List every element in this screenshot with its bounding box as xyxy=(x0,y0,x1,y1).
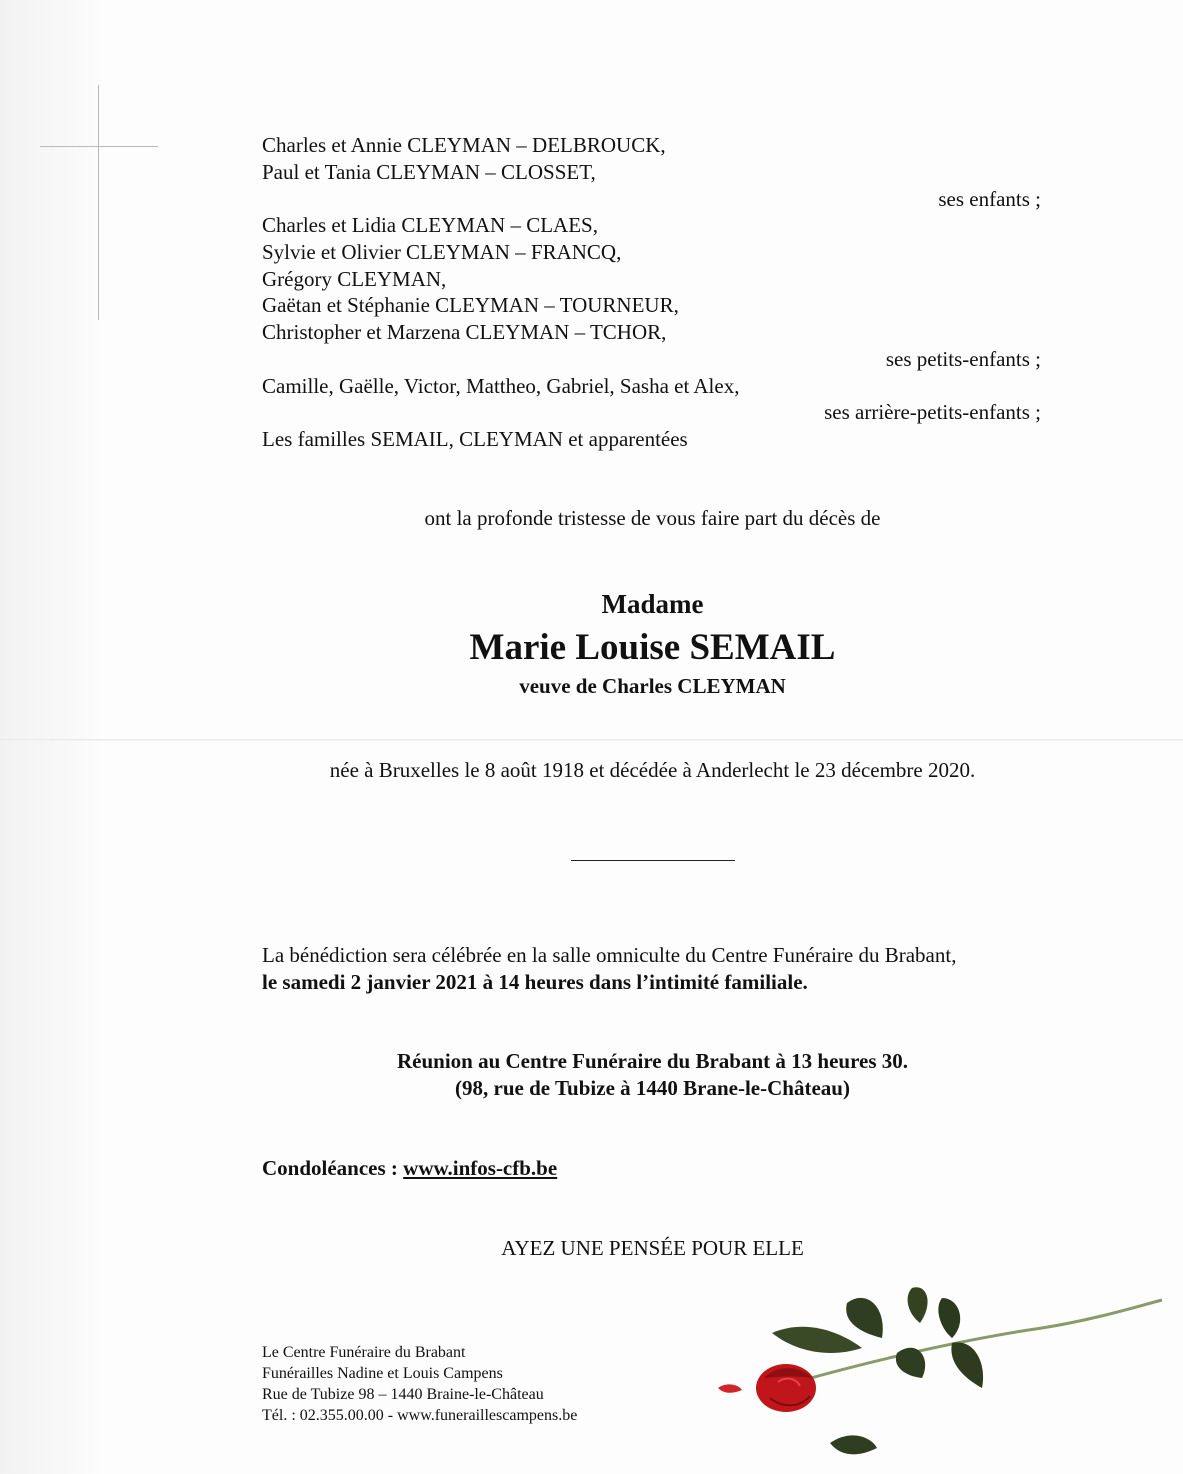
children-label: ses enfants ; xyxy=(938,187,1041,211)
grandchildren-label: ses petits-enfants ; xyxy=(885,347,1041,371)
funeral-home-line-1: Le Centre Funéraire du Brabant xyxy=(262,1344,466,1361)
deceased-title: Madame xyxy=(601,589,704,619)
grandchild-line-4: Gaëtan et Stéphanie CLEYMAN – TOURNEUR, xyxy=(262,293,679,317)
grandchild-line-3: Grégory CLEYMAN, xyxy=(262,267,447,291)
condolences-link[interactable]: www.infos-cfb.be xyxy=(403,1156,558,1180)
condolences-label: Condoléances : xyxy=(262,1156,398,1180)
rose-icon xyxy=(712,1278,1172,1468)
ceremony-line-1: La bénédiction sera célébrée en la salle omniculte du Centre Funéraire du Brabant, xyxy=(262,943,957,967)
fold-line xyxy=(0,739,1183,741)
meeting-line-1: Réunion au Centre Funéraire du Brabant à 13 heures 30. xyxy=(396,1049,909,1073)
closing-text: AYEZ UNE PENSÉE POUR ELLE xyxy=(501,1236,804,1260)
great-grandchildren-line: Camille, Gaëlle, Victor, Mattheo, Gabriel, Sasha et Alex, xyxy=(262,374,740,398)
cross-icon-vertical xyxy=(98,85,99,320)
child-line-2: Paul et Tania CLEYMAN – CLOSSET, xyxy=(262,160,596,184)
condolences xyxy=(262,1155,557,1181)
great-grandchildren-label: ses arrière-petits-enfants ; xyxy=(824,400,1041,424)
cross-icon-horizontal xyxy=(40,146,158,147)
families-line: Les familles SEMAIL, CLEYMAN et apparentées xyxy=(262,427,688,451)
meeting-line-2: (98, rue de Tubize à 1440 Brane-le-Château) xyxy=(455,1076,850,1100)
funeral-home-line-4: Tél. : 02.355.00.00 - www.funeraillescampens.be xyxy=(262,1407,578,1424)
separator-rule xyxy=(571,860,735,861)
funeral-home-line-3: Rue de Tubize 98 – 1440 Braine-le-Château xyxy=(262,1386,544,1403)
funeral-home-line-2: Funérailles Nadine et Louis Campens xyxy=(262,1365,503,1382)
grandchild-line-2: Sylvie et Olivier CLEYMAN – FRANCQ, xyxy=(262,240,622,264)
child-line-1: Charles et Annie CLEYMAN – DELBROUCK, xyxy=(262,133,666,157)
grandchild-line-5: Christopher et Marzena CLEYMAN – TCHOR, xyxy=(262,320,667,344)
deceased-widow-of: veuve de Charles CLEYMAN xyxy=(519,674,786,698)
birth-death-dates: née à Bruxelles le 8 août 1918 et décédée à Anderlecht le 23 décembre 2020. xyxy=(329,758,976,782)
grandchild-line-1: Charles et Lidia CLEYMAN – CLAES, xyxy=(262,213,598,237)
announcement-text: ont la profonde tristesse de vous faire part du décès de xyxy=(424,506,881,530)
ceremony-line-2: le samedi 2 janvier 2021 à 14 heures dans l’intimité familiale. xyxy=(262,970,808,994)
deceased-name: Marie Louise SEMAIL xyxy=(469,627,836,668)
